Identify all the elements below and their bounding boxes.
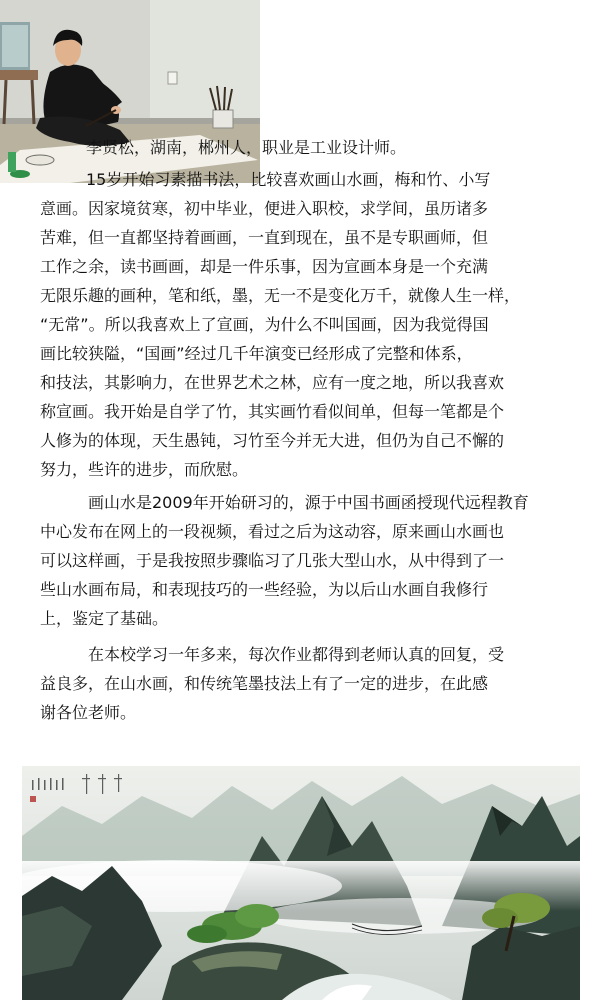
paragraph-line: 谢各位老师。 — [40, 703, 137, 722]
paragraph-line: “无常”。所以我喜欢上了宣画，为什么不叫国画，因为我觉得国 — [40, 315, 489, 334]
intro-line: 李贤松，湖南，郴州人，职业是工业设计师。 — [86, 138, 407, 157]
paragraph-line: 可以这样画，于是我按照步骤临习了几张大型山水，从中得到了一 — [40, 551, 505, 570]
paragraph-line: 在本校学习一年多来，每次作业都得到老师认真的回复，受 — [88, 645, 505, 664]
landscape-painting — [22, 766, 580, 1000]
paragraph-line: 上，鉴定了基础。 — [40, 609, 169, 628]
paragraph-line: 工作之余，读书画画，却是一件乐事，因为宣画本身是一个充满 — [40, 257, 489, 276]
paragraph-line: 努力，些许的进步，而欣慰。 — [40, 460, 249, 479]
paragraph-line: 中心发布在网上的一段视频，看过之后为这动容，原来画山水画也 — [40, 522, 505, 541]
paragraph-line: 画山水是2009年开始研习的，源于中国书画函授现代远程教育 — [88, 493, 529, 512]
paragraph-line: 意画。因家境贫寒，初中毕业，便进入职校，求学间，虽历诸多 — [40, 199, 489, 218]
paragraph-line: 苦难，但一直都坚持着画画，一直到现在，虽不是专职画师，但 — [40, 228, 489, 247]
paragraph-line: 人修为的体现，天生愚钝，习竹至今并无大进，但仍为自己不懈的 — [40, 431, 505, 450]
paragraph-line: 称宣画。我开始是自学了竹，其实画竹看似间单，但每一笔都是个 — [40, 402, 505, 421]
paragraph-line: 无限乐趣的画种，笔和纸，墨，无一不是变化万千，就像人生一样， — [40, 286, 521, 305]
paragraph-line: 益良多，在山水画，和传统笔墨技法上有了一定的进步，在此感 — [40, 674, 489, 693]
paragraph-line: 15岁开始习素描书法，比较喜欢画山水画，梅和竹、小写 — [86, 170, 491, 189]
paragraph-line: 些山水画布局，和表现技巧的一些经验，为以后山水画自我修行 — [40, 580, 489, 599]
paragraph-line: 和技法，其影响力，在世界艺术之林，应有一度之地，所以我喜欢 — [40, 373, 505, 392]
paragraph-line: 画比较狭隘，“国画”经过几千年演变已经形成了完整和体系， — [40, 344, 473, 363]
